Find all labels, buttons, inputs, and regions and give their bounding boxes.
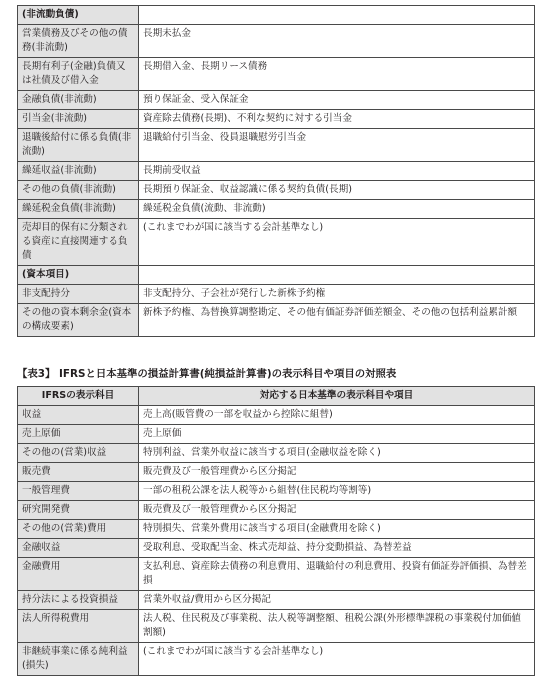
- jgaap-item: 特別損失、営業外費用に該当する項目(金融費用を除く): [139, 520, 535, 539]
- jgaap-item: 新株予約権、為替換算調整勘定、その他有価証券評価差額金、その他の包括利益累計額: [139, 304, 535, 337]
- jgaap-item: 受取利息、受取配当金、株式売却益、持分変動損益、為替差益: [139, 539, 535, 558]
- section-noncurrent-liabilities: [18, 6, 535, 25]
- table-row: [18, 482, 535, 501]
- ifrs-item: その他の負債(非流動): [18, 181, 139, 200]
- ifrs-item: 収益: [18, 406, 139, 425]
- jgaap-item: 非支配持分、子会社が発行した新株予約権: [139, 285, 535, 304]
- ifrs-item: 持分法による投資損益: [18, 591, 139, 610]
- jgaap-item: 販売費及び一般管理費から区分掲記: [139, 463, 535, 482]
- ifrs-item: 繰延税金負債(非流動): [18, 200, 139, 219]
- jgaap-item: (これまでわが国に該当する会計基準なし): [139, 219, 535, 266]
- jgaap-item: 繰延税金負債(流動、非流動): [139, 200, 535, 219]
- table-row: [18, 501, 535, 520]
- table-header-row: [18, 387, 535, 406]
- ifrs-item: 売上原価: [18, 425, 139, 444]
- table-row: [18, 610, 535, 643]
- table-row: [18, 643, 535, 676]
- jgaap-item: 長期預り保証金、収益認識に係る契約負債(長期): [139, 181, 535, 200]
- table-row: [18, 58, 535, 91]
- jgaap-item: 長期前受収益: [139, 162, 535, 181]
- ifrs-item: 金融費用: [18, 558, 139, 591]
- ifrs-item: 長期有利子(金融)負債又は社債及び借入金: [18, 58, 139, 91]
- table-row: [18, 25, 535, 58]
- ifrs-item: 非支配持分: [18, 285, 139, 304]
- jgaap-item: 特別利益、営業外収益に該当する項目(金融収益を除く): [139, 444, 535, 463]
- ifrs-item: 売却目的保有に分類される資産に直接関連する負債: [18, 219, 139, 266]
- table-row: [18, 539, 535, 558]
- ifrs-item: 営業債務及びその他の債務(非流動): [18, 25, 139, 58]
- jgaap-item: 売上原価: [139, 425, 535, 444]
- table-row: [18, 406, 535, 425]
- bs-correspondence-table: [17, 5, 535, 337]
- table3-caption: 【表3】 IFRSと日本基準の損益計算書(純損益計算書)の表示科目や項目の対照表: [17, 368, 397, 380]
- table-row: [18, 304, 535, 337]
- ifrs-item: その他の(営業)費用: [18, 520, 139, 539]
- jgaap-item: (これまでわが国に該当する会計基準なし): [139, 643, 535, 676]
- jgaap-item: 退職給付引当金、役員退職慰労引当金: [139, 129, 535, 162]
- section-label: (非流動負債): [18, 6, 139, 25]
- table-row: [18, 110, 535, 129]
- ifrs-item: 退職後給付に係る負債(非流動): [18, 129, 139, 162]
- ifrs-item: 非継続事業に係る純利益(損失): [18, 643, 139, 676]
- jgaap-item: 販売費及び一般管理費から区分掲記: [139, 501, 535, 520]
- jgaap-item: 支払利息、資産除去債務の利息費用、退職給付の利息費用、投資有価証券評価損、為替差損: [139, 558, 535, 591]
- ifrs-item: 一般管理費: [18, 482, 139, 501]
- header-ifrs: IFRSの表示科目: [18, 387, 139, 406]
- ifrs-item: 法人所得税費用: [18, 610, 139, 643]
- table-row: [18, 425, 535, 444]
- jgaap-item: 法人税、住民税及び事業税、法人税等調整額、租税公課(外形標準課税の事業税付加価値割額): [139, 610, 535, 643]
- ifrs-item: 販売費: [18, 463, 139, 482]
- jgaap-item: 預り保証金、受入保証金: [139, 91, 535, 110]
- section-equity: [18, 266, 535, 285]
- jgaap-item: 長期借入金、長期リース債務: [139, 58, 535, 91]
- table-row: [18, 129, 535, 162]
- table-row: [18, 91, 535, 110]
- table1-body: [18, 6, 535, 337]
- ifrs-item: 引当金(非流動): [18, 110, 139, 129]
- jgaap-item: 資産除去債務(長期)、不利な契約に対する引当金: [139, 110, 535, 129]
- jgaap-item: 売上高(販管費の一部を収益から控除に組替): [139, 406, 535, 425]
- table3-body: [18, 406, 535, 676]
- table-row: [18, 219, 535, 266]
- ifrs-item: 金融収益: [18, 539, 139, 558]
- table-row: [18, 520, 535, 539]
- ifrs-item: 繰延収益(非流動): [18, 162, 139, 181]
- table-row: [18, 558, 535, 591]
- table-row: [18, 285, 535, 304]
- table-row: [18, 162, 535, 181]
- table-row: [18, 591, 535, 610]
- section-label: (資本項目): [18, 266, 139, 285]
- ifrs-item: その他の(営業)収益: [18, 444, 139, 463]
- pl-correspondence-table: [17, 386, 535, 676]
- table-row: [18, 181, 535, 200]
- jgaap-item: 営業外収益/費用から区分掲記: [139, 591, 535, 610]
- header-jgaap: 対応する日本基準の表示科目や項目: [139, 387, 535, 406]
- jgaap-item: 長期未払金: [139, 25, 535, 58]
- ifrs-item: 研究開発費: [18, 501, 139, 520]
- table-row: [18, 200, 535, 219]
- ifrs-item: その他の資本剰余金(資本の構成要素): [18, 304, 139, 337]
- ifrs-item: 金融負債(非流動): [18, 91, 139, 110]
- jgaap-item: 一部の租税公課を法人税等から組替(住民税均等割等): [139, 482, 535, 501]
- table-row: [18, 444, 535, 463]
- table-row: [18, 463, 535, 482]
